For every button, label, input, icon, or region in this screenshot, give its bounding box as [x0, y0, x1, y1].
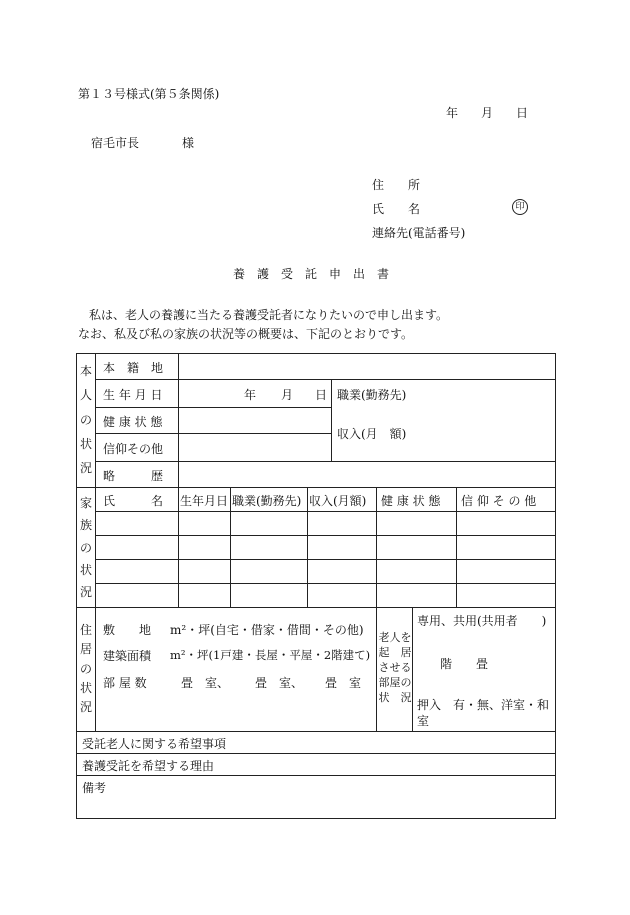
rooms-value-1: 畳 室、: [181, 676, 230, 690]
wishes-label: 受託老人に関する希望事項: [82, 737, 227, 751]
birth-day-label: 日: [315, 388, 328, 402]
occupation-label: 職業(勤務先): [337, 388, 407, 402]
site-label: 敷 地: [103, 623, 152, 637]
closet-status: 押入 有・無、洋室・和室: [417, 698, 550, 728]
birth-month-label: 月: [281, 388, 294, 402]
family-col-birthdate: 生年月日: [180, 494, 229, 508]
date-year-label: 年: [446, 106, 459, 120]
notes-label: 備考: [82, 781, 107, 795]
family-col-health: 健 康 状 態: [381, 494, 441, 508]
family-col-occupation: 職業(勤務先): [232, 494, 302, 508]
document-title: 養 護 受 託 申 出 書: [233, 267, 390, 281]
elder-room-label: 老人を 起 居 させる 部屋の 状 況: [378, 631, 412, 704]
intro-line-2: なお、私及び私の家族の状況等の概要は、下記のとおりです。: [78, 327, 414, 341]
domicile-label: 本 籍 地: [103, 361, 164, 375]
rooms-label: 部 屋 数: [103, 676, 147, 690]
intro-line-1: 私は、老人の養護に当たる養護受託者になりたいので申し出ます。: [89, 308, 449, 322]
rooms-value-3: 畳 室: [325, 676, 362, 690]
income-label: 収入(月 額): [337, 427, 407, 441]
birthdate-label: 生 年 月 日: [103, 388, 163, 402]
floor-area-value: m²・坪(1戸建・長屋・平屋・2階建て): [170, 648, 371, 662]
date-month-label: 月: [481, 106, 494, 120]
form-number: 第１３号様式(第５条関係): [78, 87, 220, 101]
contact-label: 連絡先(電話番号): [372, 226, 466, 240]
date-day-label: 日: [516, 106, 529, 120]
family-col-religion: 信 仰 そ の 他: [461, 494, 537, 508]
family-col-income: 収入(月額): [309, 494, 367, 508]
addressee: 宿毛市長: [91, 136, 140, 150]
family-col-name: 氏 名: [103, 494, 164, 508]
reason-label: 養護受託を希望する理由: [82, 759, 215, 773]
housing-section-label: 住 居 の 状 況: [79, 623, 92, 714]
room-usage: 専用、共用(共用者 ): [417, 614, 547, 628]
room-floor-size: 階 畳: [440, 657, 489, 671]
seal-mark: 印: [512, 199, 528, 215]
floor-area-label: 建築面積: [103, 649, 152, 663]
address-label: 住 所: [372, 178, 421, 192]
honorific: 様: [182, 136, 195, 150]
health-label: 健 康 状 態: [103, 415, 163, 429]
self-section-label: 本 人 の 状 況: [79, 364, 92, 475]
family-section-label: 家 族 の 状 況: [79, 496, 92, 599]
history-label: 略 歴: [103, 469, 164, 483]
site-value: m²・坪(自宅・借家・借間・その他): [170, 623, 364, 637]
name-label: 氏 名: [372, 202, 421, 216]
rooms-value-2: 畳 室、: [255, 676, 304, 690]
religion-label: 信仰その他: [103, 442, 164, 456]
birth-year-label: 年: [244, 388, 257, 402]
